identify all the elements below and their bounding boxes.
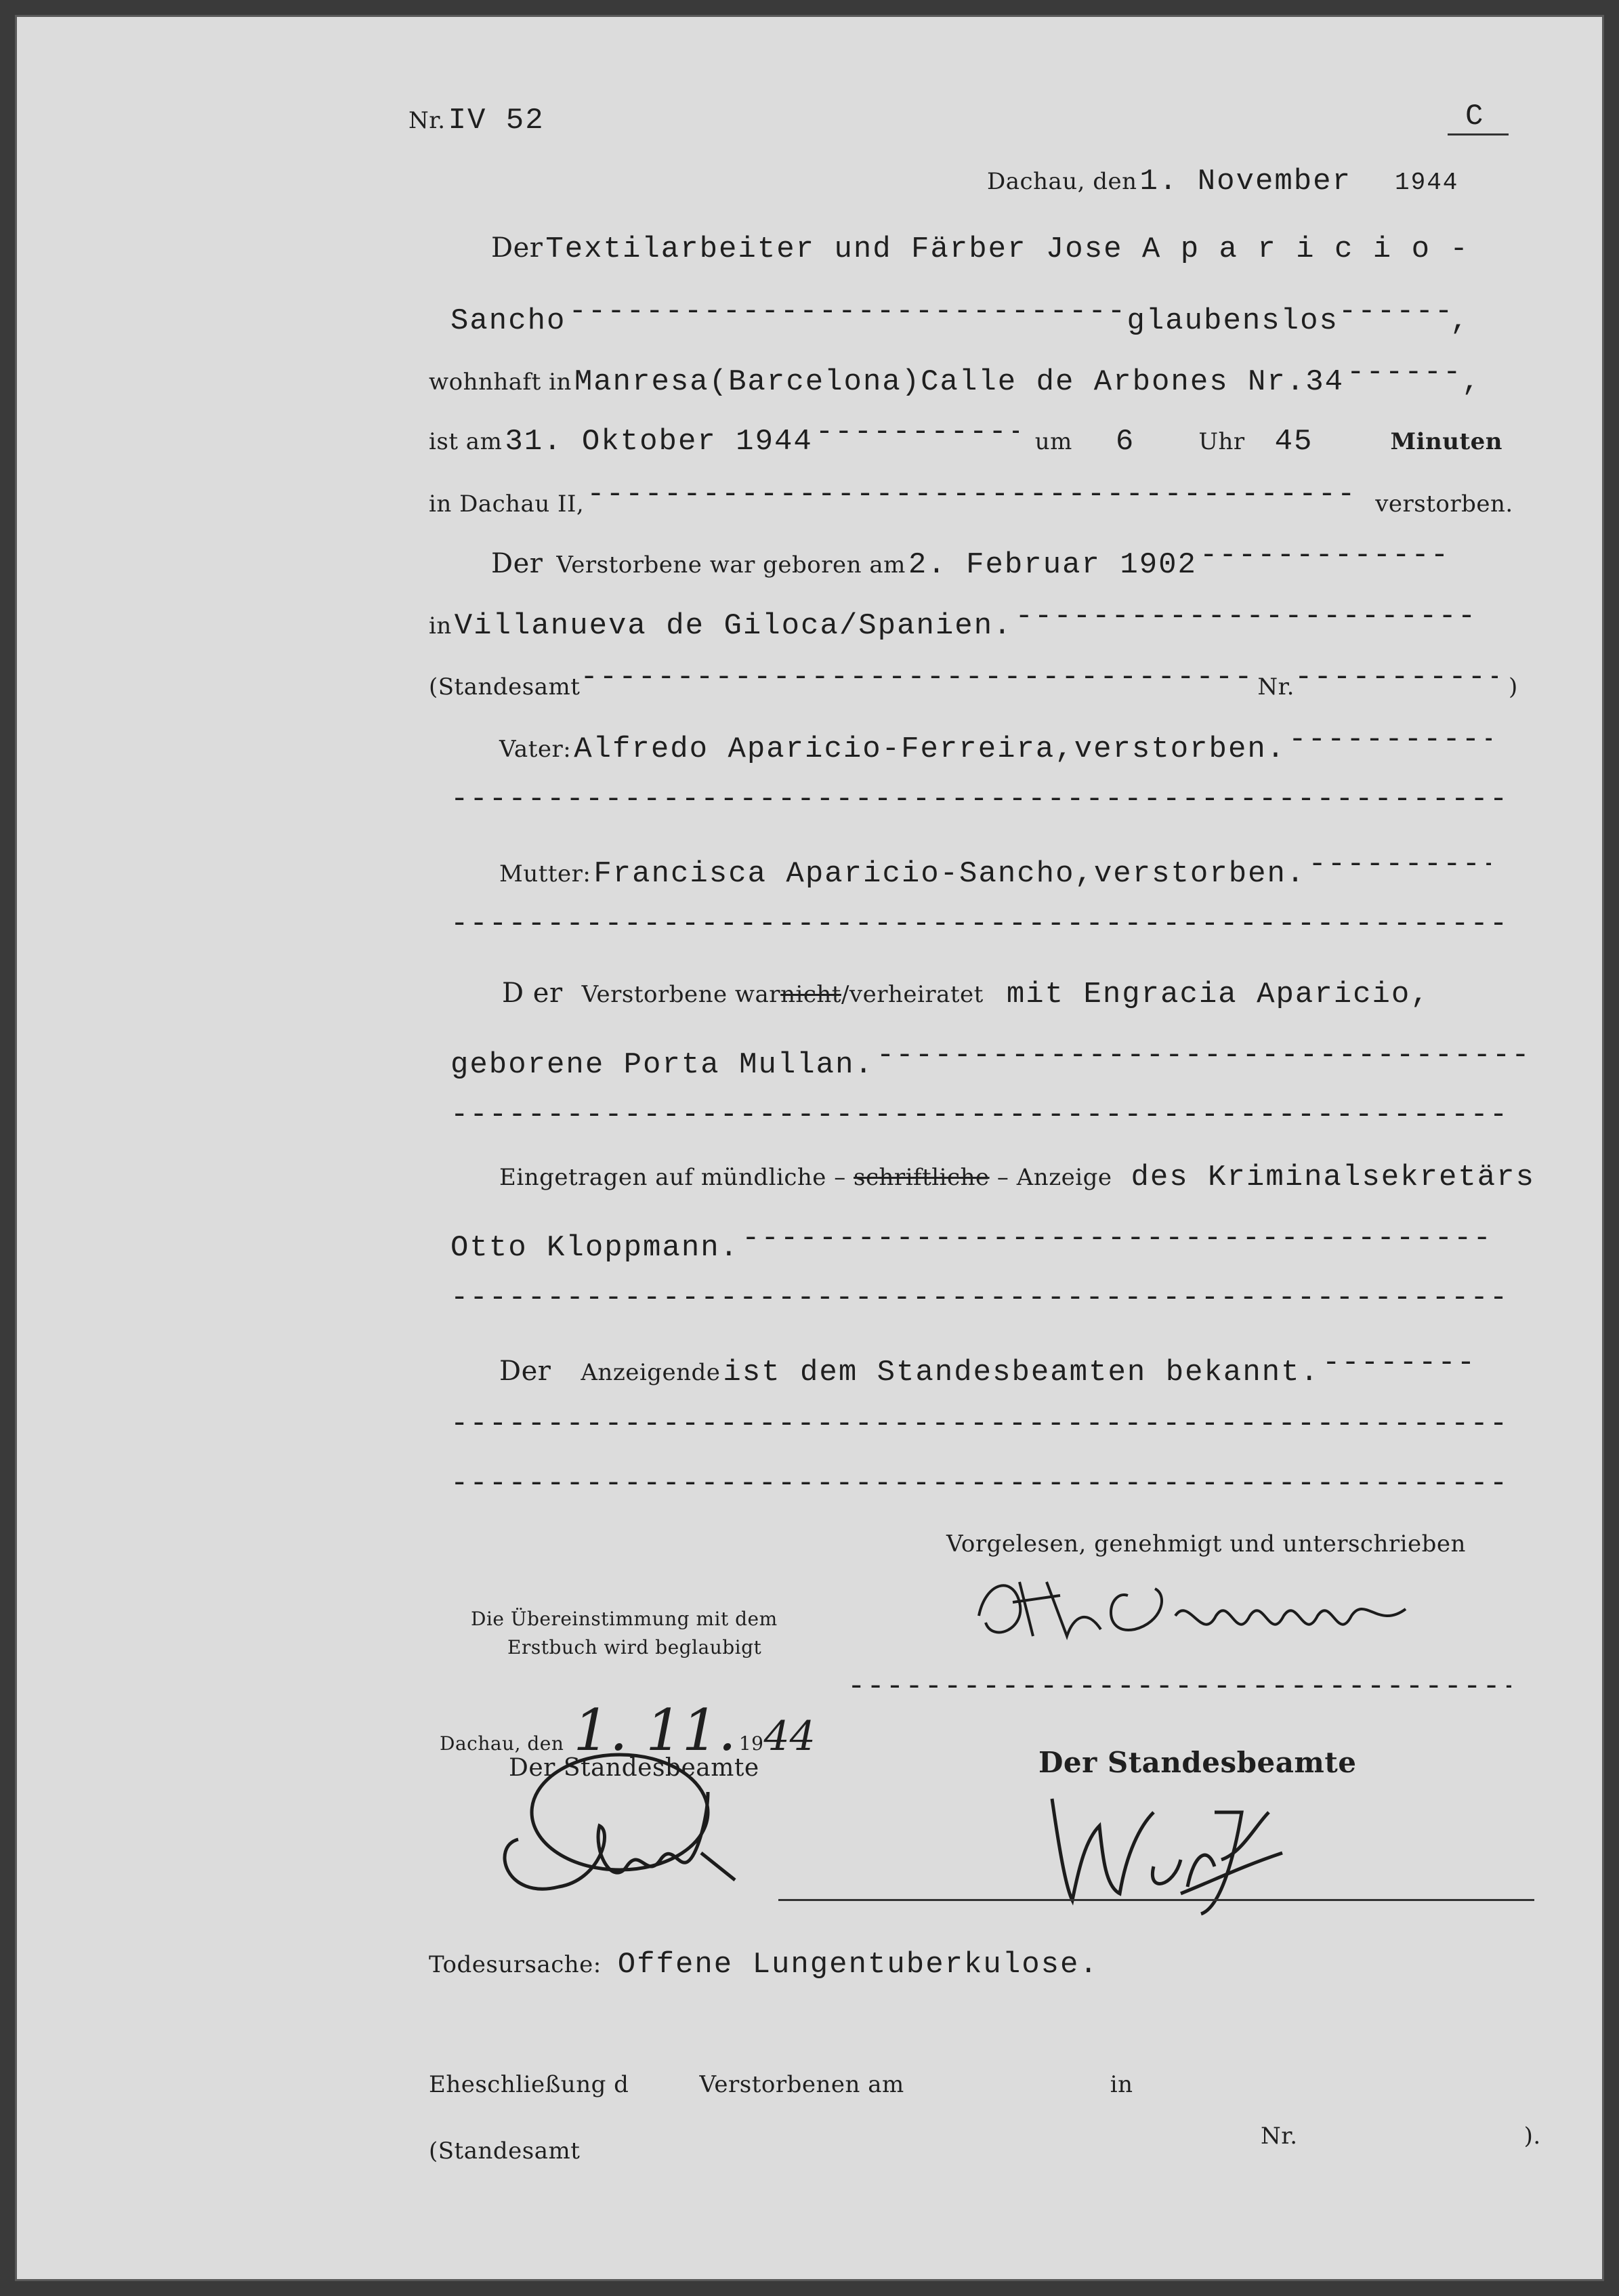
footer-nr-group: [1261, 2123, 1541, 2150]
certification-seal-and-signature: [478, 1751, 762, 1917]
fill-dashes: [580, 661, 1257, 694]
report-line: Eingetragen auf mündliche – schriftliche – Anzeige des Kriminalsekretärs: [499, 1161, 1535, 1194]
verstorben-label: verstorben.: [1375, 490, 1513, 518]
marriage-prefix: D er: [502, 978, 563, 1009]
fill-dashes: [1295, 661, 1498, 694]
birthplace-line: [429, 600, 1476, 643]
father-continuation: [450, 782, 1507, 820]
report-value: des Kriminalsekretärs: [1131, 1161, 1535, 1194]
mother-line: [499, 848, 1491, 891]
close-paren: ): [1508, 673, 1518, 701]
birth-line: [491, 539, 1444, 582]
birthplace-value: Villanueva de Giloca/Spanien.: [454, 609, 1013, 643]
date-value: 1. November: [1139, 165, 1351, 199]
residence-label: wohnhaft in: [429, 369, 572, 396]
death-hour: 6: [1115, 425, 1135, 459]
footer-end: ).: [1523, 2123, 1541, 2150]
fill-dashes: [450, 1407, 1507, 1441]
fill-dashes: [450, 1098, 1507, 1132]
deceased-residence: [429, 356, 1481, 399]
register-number-value: IV 52: [448, 104, 545, 138]
report-struck-schriftliche: schriftliche: [854, 1164, 990, 1191]
marriage-footer: [429, 2071, 1133, 2098]
fill-dashes: [847, 1670, 1511, 1704]
death-date-label: ist am: [429, 428, 503, 455]
certification-year: 44: [763, 1713, 816, 1760]
fill-dashes: [1015, 600, 1476, 633]
informant-label: Anzeigende: [581, 1359, 721, 1386]
marriage-label-2: /verheiratet: [841, 981, 984, 1008]
birth-date: 2. Februar 1902: [908, 548, 1197, 582]
standesamt-line: [429, 661, 1518, 701]
informant-signature-drawing: [972, 1555, 1460, 1663]
fill-dashes: [587, 478, 1359, 512]
fill-dashes: [1322, 1346, 1471, 1380]
standesamt-label: (Standesamt: [429, 673, 581, 701]
marriage-label: Verstorbene war: [581, 981, 781, 1008]
corner-mark: C: [1465, 100, 1485, 133]
death-minute: 45: [1274, 425, 1313, 459]
report-continuation: [450, 1281, 1507, 1318]
spouse-value: mit Engracia Aparicio,: [1006, 978, 1430, 1011]
line-end-comma: ,: [1462, 365, 1481, 399]
informant-continuation-2: [450, 1467, 1507, 1504]
minuten-label: Minuten: [1390, 428, 1503, 455]
uhr-label: Uhr: [1198, 428, 1245, 455]
registrar-signature: [1038, 1785, 1296, 1924]
father-label: Vater:: [499, 736, 572, 763]
residence-value: Manresa(Barcelona)Calle de Arbones Nr.34: [574, 365, 1345, 399]
standesamt-nr: Nr.: [1257, 673, 1295, 701]
register-number-label: Nr.: [408, 107, 446, 134]
footer-marriage-label: Eheschließung d: [429, 2071, 629, 2098]
line-end-comma: ,: [1450, 304, 1470, 338]
reporter-name: Otto Kloppmann.: [450, 1231, 740, 1265]
certification-place: Dachau, den: [440, 1732, 564, 1755]
report-label-2: Anzeige: [1016, 1164, 1112, 1191]
register-number: [408, 104, 545, 138]
deceased-line-1: [491, 232, 1469, 266]
footer-in-label: in: [1110, 2071, 1133, 2098]
birthplace-label: in: [429, 612, 452, 640]
cause-of-death: [429, 1948, 1099, 1982]
informant-continuation-1: [450, 1407, 1507, 1444]
separator-rule: [778, 1899, 1534, 1901]
father-line: [499, 723, 1492, 766]
informant-signature: [972, 1555, 1460, 1667]
date-line: [987, 165, 1458, 199]
date-year: 1944: [1395, 169, 1459, 196]
footer-standesamt: (Standesamt: [429, 2137, 581, 2165]
cause-value: Offene Lungentuberkulose.: [617, 1948, 1099, 1982]
death-datetime: [429, 415, 1502, 459]
footer-deceased-label: Verstorbenen am: [699, 2071, 904, 2098]
fill-dashes: [450, 1281, 1507, 1315]
cause-label: Todesursache:: [429, 1951, 602, 1978]
certification-line-1: Die Übereinstimmung mit dem: [471, 1608, 778, 1630]
deceased-prefix: Der: [491, 232, 543, 264]
corner-underline: [1448, 133, 1509, 135]
um-label: um: [1034, 428, 1072, 455]
fill-dashes: [1347, 356, 1462, 390]
deceased-surname-2: Sancho: [450, 304, 566, 338]
death-date-value: 31. Oktober 1944: [505, 425, 813, 459]
spouse-birth-name: geborene Porta Mullan.: [450, 1048, 874, 1082]
certification-title: Der Standesbeamte: [509, 1754, 759, 1782]
fill-dashes: [1308, 848, 1491, 881]
marriage-line: [502, 978, 1430, 1011]
fill-dashes: [877, 1039, 1527, 1072]
mother-continuation: [450, 907, 1507, 944]
marriage-continuation: [450, 1098, 1507, 1135]
deceased-religion: glaubenslos: [1127, 304, 1339, 338]
fill-dashes: [742, 1222, 1494, 1255]
certificate-page: [15, 15, 1604, 2281]
deceased-line-2: [450, 295, 1469, 338]
fill-dashes: [568, 295, 1124, 329]
fill-dashes: [816, 415, 1019, 449]
death-place: [429, 478, 1513, 518]
mother-value: Francisca Aparicio-Sancho,verstorben.: [593, 857, 1306, 891]
report-line-2: [450, 1222, 1494, 1265]
birth-label: Verstorbene war geboren am: [556, 551, 906, 579]
date-prefix: Dachau, den: [987, 168, 1137, 195]
footer-nr: Nr.: [1261, 2123, 1298, 2150]
death-place-label: in Dachau II,: [429, 490, 585, 518]
sign-note: Vorgelesen, genehmigt und unterschrieben: [946, 1530, 1466, 1558]
informant-prefix: Der: [499, 1356, 551, 1387]
report-label: Eingetragen auf mündliche: [499, 1164, 826, 1191]
fill-dashes: [1200, 539, 1444, 572]
fill-dashes: [450, 782, 1507, 816]
fill-dashes: [450, 1467, 1507, 1501]
fill-dashes: [1339, 295, 1450, 329]
standesamt-footer: [429, 2137, 580, 2165]
certification-date-value: 1. 11.: [573, 1697, 736, 1763]
father-value: Alfredo Aparicio-Ferreira,verstorben.: [574, 732, 1286, 766]
fill-dashes: [450, 907, 1507, 941]
deceased-occupation-name: Textilarbeiter und Färber Jose A p a r i c i o -: [545, 232, 1469, 266]
fill-dashes: [1288, 723, 1492, 757]
certification-signature-drawing: [478, 1751, 762, 1914]
birth-prefix: Der: [491, 548, 543, 579]
informant-line: [499, 1346, 1471, 1390]
certification-year-prefix: 19: [738, 1732, 764, 1755]
marriage-line-2: [450, 1039, 1527, 1082]
informant-value: ist dem Standesbeamten bekannt.: [723, 1356, 1320, 1390]
signature-line: [847, 1670, 1511, 1707]
registrar-title: Der Standesbeamte: [1038, 1746, 1357, 1779]
certification-line-2: Erstbuch wird beglaubigt: [507, 1636, 762, 1658]
mother-label: Mutter:: [499, 860, 591, 888]
marriage-struck-nicht: nicht: [780, 981, 841, 1008]
